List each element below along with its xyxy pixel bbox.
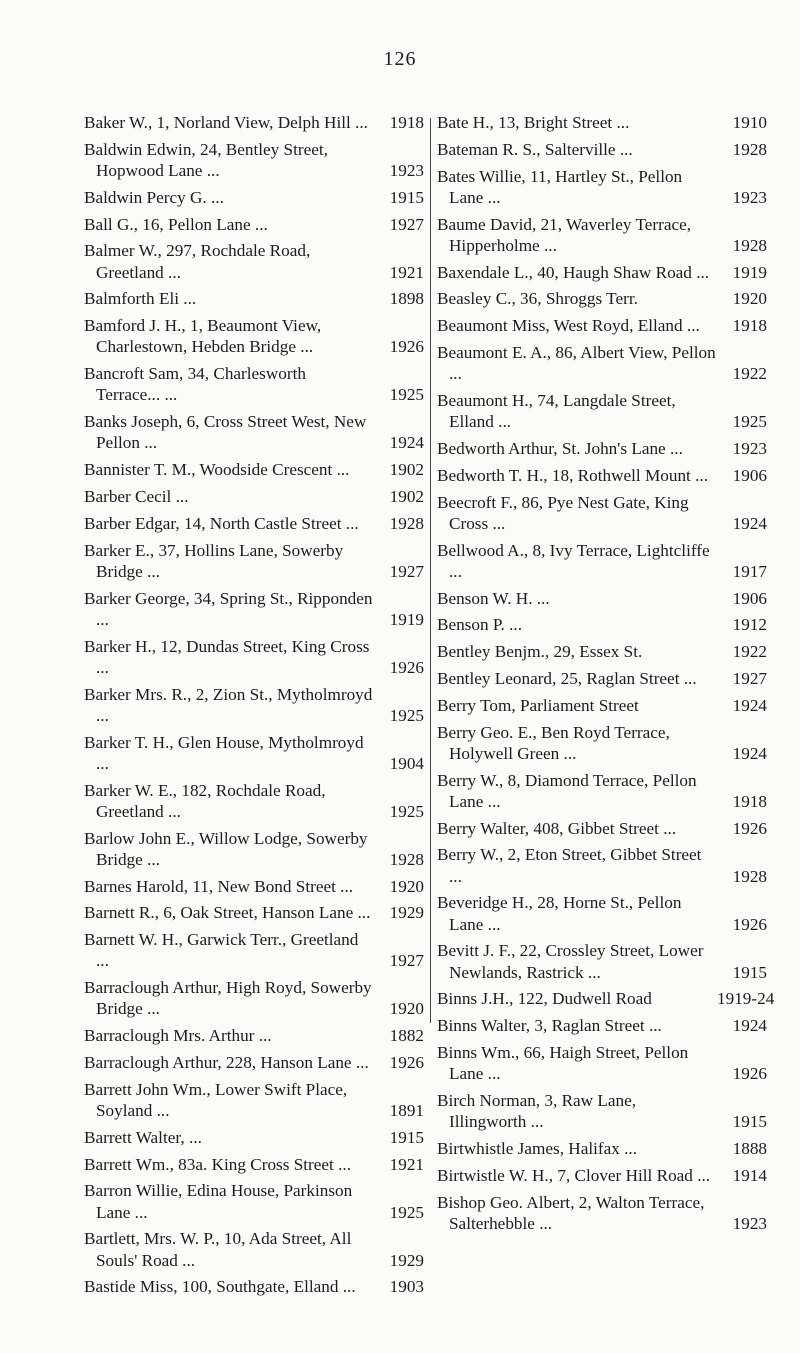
entry-year: 1920 xyxy=(389,999,424,1019)
entry-name-address: Beveridge H., 28, Horne St., Pellon Lane ... xyxy=(437,893,682,934)
entry-name-address: Barber Cecil ... xyxy=(84,486,189,506)
directory-entry xyxy=(437,940,767,982)
entry-name-address: Balmer W., 297, Rochdale Road, Greetland ... xyxy=(84,241,311,282)
directory-entry xyxy=(84,828,424,870)
directory-entry xyxy=(437,1015,767,1036)
entry-year: 1922 xyxy=(732,642,767,662)
directory-entry xyxy=(84,513,424,534)
entry-year: 1929 xyxy=(389,903,424,923)
entry-year: 1926 xyxy=(389,337,424,357)
entry-year: 1919 xyxy=(389,609,424,629)
entry-year: 1902 xyxy=(389,460,424,480)
entry-name-address: Ball G., 16, Pellon Lane ... xyxy=(84,214,268,234)
entry-year: 1921 xyxy=(389,262,424,282)
entry-year: 1922 xyxy=(732,364,767,384)
entry-year: 1902 xyxy=(389,486,424,506)
entry-name-address: Barber Edgar, 14, North Castle Street ... xyxy=(84,513,359,533)
entry-year: 1891 xyxy=(389,1100,424,1120)
directory-entry xyxy=(437,1138,767,1159)
directory-entry xyxy=(437,540,767,582)
entry-name-address: Baldwin Edwin, 24, Bentley Street, Hopwood Lane ... xyxy=(84,139,328,180)
directory-entry xyxy=(437,214,767,256)
entry-name-address: Baume David, 21, Waverley Terrace, Hipperholme ... xyxy=(437,214,692,255)
entry-name-address: Berry Walter, 408, Gibbet Street ... xyxy=(437,818,677,838)
directory-entry xyxy=(84,1276,424,1297)
entry-year: 1920 xyxy=(732,289,767,309)
entry-name-address: Beaumont H., 74, Langdale Street, Elland ... xyxy=(437,390,676,432)
directory-entry xyxy=(84,1127,424,1148)
entry-name-address: Barrett Wm., 83a. King Cross Street ... xyxy=(84,1154,352,1174)
entry-year: 1919-24 xyxy=(717,989,775,1009)
entry-year: 1917 xyxy=(732,561,767,581)
entry-name-address: Berry Geo. E., Ben Royd Terrace, Holywell Green ... xyxy=(437,722,670,763)
directory-entry xyxy=(84,636,424,678)
entry-name-address: Bellwood A., 8, Ivy Terrace, Lightcliffe ... xyxy=(437,540,710,581)
directory-entry xyxy=(437,438,767,459)
entry-name-address: Bentley Benjm., 29, Essex St. xyxy=(437,642,643,662)
entry-year: 1928 xyxy=(732,866,767,886)
entry-year: 1927 xyxy=(389,214,424,234)
entry-year: 1925 xyxy=(732,412,767,432)
directory-entry xyxy=(437,112,767,133)
entry-name-address: Beaumont E. A., 86, Albert View, Pellon ... xyxy=(437,342,716,384)
entry-year: 1924 xyxy=(732,743,767,763)
directory-entry xyxy=(84,929,424,971)
directory-entry xyxy=(437,342,767,384)
entry-year: 1923 xyxy=(732,187,767,207)
entry-name-address: Barlow John E., Willow Lodge, Sowerby Bridge ... xyxy=(84,828,368,869)
directory-entry xyxy=(84,780,424,822)
entry-name-address: Barker H., 12, Dundas Street, King Cross ... xyxy=(84,636,370,677)
entry-year: 1910 xyxy=(732,113,767,132)
entry-name-address: Barraclough Arthur, High Royd, Sowerby Bridge ... xyxy=(84,978,372,1019)
entry-year: 1926 xyxy=(732,1064,767,1084)
directory-entry xyxy=(84,1228,424,1270)
entry-name-address: Berry W., 8, Diamond Terrace, Pellon Lane ... xyxy=(437,770,697,811)
entry-year: 1918 xyxy=(732,316,767,336)
entry-name-address: Beaumont Miss, West Royd, Elland ... xyxy=(437,316,700,336)
entry-name-address: Banks Joseph, 6, Cross Street West, New Pellon ... xyxy=(84,412,367,453)
entry-year: 1918 xyxy=(389,113,424,132)
directory-entry xyxy=(437,492,767,534)
entry-year: 1928 xyxy=(389,849,424,869)
entry-name-address: Barker T. H., Glen House, Mytholmroyd ... xyxy=(84,732,364,773)
entry-name-address: Barraclough Mrs. Arthur ... xyxy=(84,1026,272,1046)
entry-year: 1928 xyxy=(732,139,767,159)
entry-name-address: Barker Mrs. R., 2, Zion St., Mytholmroyd ... xyxy=(84,684,373,725)
directory-entry xyxy=(84,876,424,897)
page-number: 126 xyxy=(383,48,417,70)
directory-entry xyxy=(437,1090,767,1132)
entry-name-address: Balmforth Eli ... xyxy=(84,289,197,309)
entry-year: 1915 xyxy=(389,1127,424,1147)
entry-name-address: Baker W., 1, Norland View, Delph Hill ... xyxy=(84,113,368,132)
entry-name-address: Binns Wm., 66, Haigh Street, Pellon Lane ... xyxy=(437,1042,689,1084)
entry-year: 1926 xyxy=(732,914,767,934)
entry-year: 1924 xyxy=(732,695,767,715)
directory-entry xyxy=(437,892,767,934)
directory-entry xyxy=(84,902,424,923)
entry-name-address: Berry W., 2, Eton Street, Gibbet Street ... xyxy=(437,845,702,886)
entry-year: 1920 xyxy=(389,876,424,896)
entry-year: 1924 xyxy=(732,1016,767,1036)
directory-entry xyxy=(84,315,424,357)
directory-entry xyxy=(437,166,767,208)
entry-year: 1925 xyxy=(389,705,424,725)
entry-year: 1927 xyxy=(389,951,424,971)
entry-name-address: Bentley Leonard, 25, Raglan Street ... xyxy=(437,668,697,688)
directory-entry xyxy=(437,614,767,635)
directory-entry xyxy=(84,732,424,774)
directory-entry xyxy=(437,988,775,1009)
entry-year: 1925 xyxy=(389,1202,424,1222)
entry-name-address: Barker E., 37, Hollins Lane, Sowerby Bridge ... xyxy=(84,540,344,581)
entry-name-address: Birtwhistle James, Halifax ... xyxy=(437,1138,638,1158)
entry-year: 1927 xyxy=(732,668,767,688)
entry-year: 1924 xyxy=(732,513,767,533)
entry-name-address: Barker George, 34, Spring St., Ripponden ... xyxy=(84,588,373,629)
directory-entry xyxy=(437,262,767,283)
entry-name-address: Birtwistle W. H., 7, Clover Hill Road ... xyxy=(437,1165,711,1185)
entry-name-address: Bartlett, Mrs. W. P., 10, Ada Street, All Souls' Road ... xyxy=(84,1229,352,1270)
directory-entry xyxy=(84,187,424,208)
entry-year: 1898 xyxy=(389,289,424,309)
entry-year: 1923 xyxy=(389,161,424,180)
entry-name-address: Binns J.H., 122, Dudwell Road xyxy=(437,989,652,1009)
right-column xyxy=(437,112,775,1240)
directory-entry xyxy=(84,486,424,507)
directory-entry xyxy=(84,139,424,181)
entry-name-address: Barraclough Arthur, 228, Hanson Lane ... xyxy=(84,1052,369,1072)
entry-year: 1906 xyxy=(732,588,767,608)
directory-entry xyxy=(84,540,424,582)
entry-year: 1882 xyxy=(389,1026,424,1046)
entry-name-address: Bannister T. M., Woodside Crescent ... xyxy=(84,460,350,480)
entry-name-address: Binns Walter, 3, Raglan Street ... xyxy=(437,1016,662,1036)
directory-entry xyxy=(437,139,767,160)
directory-entry xyxy=(84,459,424,480)
entry-year: 1906 xyxy=(732,465,767,485)
entry-name-address: Benson P. ... xyxy=(437,615,522,635)
entry-name-address: Bastide Miss, 100, Southgate, Elland ... xyxy=(84,1277,356,1297)
directory-entry xyxy=(437,1165,767,1186)
entry-year: 1915 xyxy=(732,962,767,982)
entry-name-address: Birch Norman, 3, Raw Lane, Illingworth ... xyxy=(437,1090,637,1132)
directory-entry xyxy=(84,214,424,235)
entry-name-address: Barnett W. H., Garwick Terr., Greetland ... xyxy=(84,930,359,971)
entry-name-address: Bamford J. H., 1, Beaumont View, Charlestown, Hebden Bridge ... xyxy=(84,316,322,357)
entry-year: 1923 xyxy=(732,438,767,458)
entry-year: 1918 xyxy=(732,791,767,811)
entry-year: 1921 xyxy=(389,1154,424,1174)
directory-entry xyxy=(84,588,424,630)
directory-entry xyxy=(437,770,767,812)
directory-entry xyxy=(84,288,424,309)
left-column xyxy=(84,112,424,1303)
directory-entry xyxy=(84,1079,424,1121)
entry-year: 1914 xyxy=(732,1165,767,1185)
entry-year: 1927 xyxy=(389,561,424,581)
entry-name-address: Barrett Walter, ... xyxy=(84,1127,202,1147)
entry-year: 1912 xyxy=(732,615,767,635)
directory-entry xyxy=(437,1042,767,1084)
entry-name-address: Bedworth Arthur, St. John's Lane ... xyxy=(437,438,683,458)
entry-year: 1903 xyxy=(389,1277,424,1297)
entry-name-address: Barrett John Wm., Lower Swift Place, Soyland ... xyxy=(84,1079,348,1120)
directory-entry xyxy=(84,411,424,453)
entry-name-address: Barker W. E., 182, Rochdale Road, Greetland ... xyxy=(84,780,326,821)
directory-entry xyxy=(437,722,767,764)
entry-name-address: Barron Willie, Edina House, Parkinson Lane ... xyxy=(84,1181,353,1222)
directory-entry xyxy=(84,1025,424,1046)
entry-year: 1928 xyxy=(732,235,767,255)
directory-entry xyxy=(437,818,767,839)
directory-entry xyxy=(437,390,767,432)
entry-year: 1929 xyxy=(389,1250,424,1270)
entry-year: 1915 xyxy=(732,1112,767,1132)
directory-entry xyxy=(437,695,767,716)
entry-year: 1925 xyxy=(389,801,424,821)
directory-entry xyxy=(84,1154,424,1175)
entry-name-address: Bateman R. S., Salterville ... xyxy=(437,139,633,159)
directory-entry xyxy=(84,977,424,1019)
entry-name-address: Bedworth T. H., 18, Rothwell Mount ... xyxy=(437,465,709,485)
entry-year: 1904 xyxy=(389,753,424,773)
entry-name-address: Bates Willie, 11, Hartley St., Pellon Lane ... xyxy=(437,166,683,207)
entry-year: 1926 xyxy=(389,657,424,677)
directory-entry xyxy=(437,288,767,309)
entry-name-address: Barnes Harold, 11, New Bond Street ... xyxy=(84,876,354,896)
entry-name-address: Beasley C., 36, Shroggs Terr. xyxy=(437,289,638,309)
entry-name-address: Bevitt J. F., 22, Crossley Street, Lower Newlands, Rastrick ... xyxy=(437,941,704,982)
entry-name-address: Berry Tom, Parliament Street xyxy=(437,695,639,715)
directory-entry xyxy=(437,465,767,486)
entry-year: 1924 xyxy=(389,433,424,453)
directory-entry xyxy=(84,112,424,133)
directory-entry xyxy=(437,641,767,662)
entry-name-address: Baldwin Percy G. ... xyxy=(84,187,224,207)
entry-year: 1925 xyxy=(389,385,424,405)
entry-name-address: Bancroft Sam, 34, Charlesworth Terrace... ... xyxy=(84,364,306,405)
directory-entry xyxy=(437,1192,767,1234)
entry-year: 1915 xyxy=(389,187,424,207)
entry-name-address: Bishop Geo. Albert, 2, Walton Terrace, Salterhebble ... xyxy=(437,1192,705,1233)
entry-name-address: Bate H., 13, Bright Street ... xyxy=(437,113,630,132)
column-divider xyxy=(430,118,431,1023)
directory-entry xyxy=(437,315,767,336)
entry-name-address: Beecroft F., 86, Pye Nest Gate, King Cross ... xyxy=(437,492,689,533)
entry-year: 1923 xyxy=(732,1213,767,1233)
directory-entry xyxy=(437,668,767,689)
entry-name-address: Baxendale L., 40, Haugh Shaw Road ... xyxy=(437,262,710,282)
entry-name-address: Benson W. H. ... xyxy=(437,588,550,608)
directory-entry xyxy=(84,1052,424,1073)
directory-entry xyxy=(84,1180,424,1222)
directory-entry xyxy=(437,588,767,609)
directory-entry xyxy=(84,684,424,726)
directory-entry xyxy=(84,240,424,282)
directory-entry xyxy=(84,363,424,405)
entry-year: 1888 xyxy=(732,1138,767,1158)
entry-year: 1926 xyxy=(732,818,767,838)
entry-year: 1919 xyxy=(732,262,767,282)
entry-year: 1926 xyxy=(389,1052,424,1072)
entry-year: 1928 xyxy=(389,513,424,533)
entry-name-address: Barnett R., 6, Oak Street, Hanson Lane ... xyxy=(84,903,371,923)
directory-entry xyxy=(437,844,767,886)
